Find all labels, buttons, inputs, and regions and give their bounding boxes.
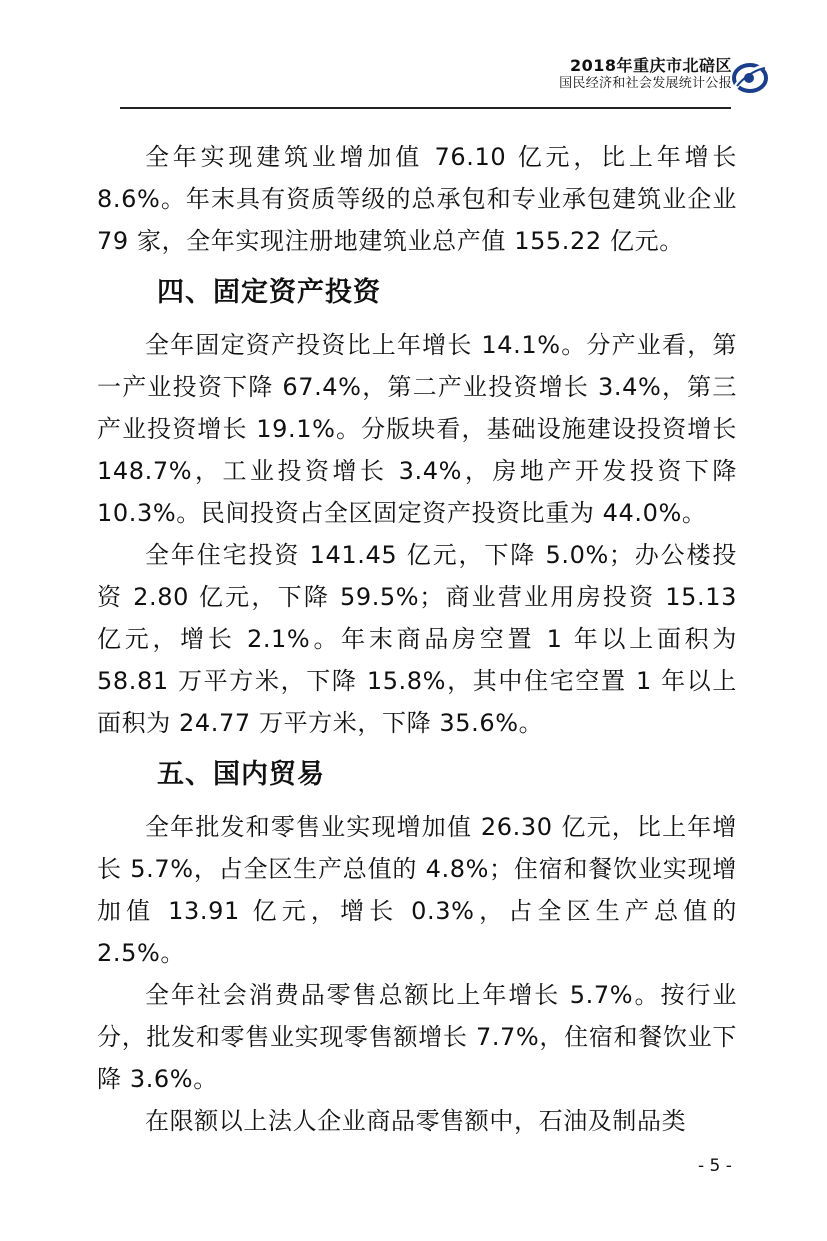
statistics-bureau-logo-icon: [729, 58, 769, 98]
header-title: 2018年重庆市北碚区: [569, 56, 732, 75]
paragraph-trade-1: 全年批发和零售业实现增加值 26.30 亿元，比上年增长 5.7%，占全区生产总值的 4.8%；住宿和餐饮业实现增加值 13.91 亿元，增长 0.3%，占全区生产总值的 2.5%。: [97, 813, 737, 967]
section-heading-investment: 四、固定资产投资: [157, 277, 381, 308]
header-divider: [120, 107, 731, 109]
paragraph-investment-1: 全年固定资产投资比上年增长 14.1%。分产业看，第一产业投资下降 67.4%，第二产业投资增长 3.4%，第三产业投资增长 19.1%。分版块看，基础设施建设投资增长 148.7%，工业投资增长 3.4%，房地产开发投资下降 10.3%。民间投资占全区固定资产投资比重为 44.0%。: [97, 331, 737, 527]
paragraph-construction: 全年实现建筑业增加值 76.10 亿元，比上年增长 8.6%。年末具有资质等级的总承包和专业承包建筑业企业 79 家，全年实现注册地建筑业总产值 155.22 亿元。: [97, 143, 737, 255]
document-body: [97, 136, 737, 1142]
page-number: - 5 -: [698, 1156, 732, 1176]
header-subtitle: 国民经济和社会发展统计公报: [559, 76, 732, 91]
paragraph-investment-2: 全年住宅投资 141.45 亿元，下降 5.0%；办公楼投资 2.80 亿元，下降 59.5%；商业营业用房投资 15.13 亿元，增长 2.1%。年末商品房空置 1 年以上面积为 58.81 万平方米，下降 15.8%，其中住宅空置 1 年以上面积为 24.77 万平方米，下降 35.6%。: [97, 541, 737, 737]
page-header: [559, 56, 732, 92]
paragraph-trade-3: 在限额以上法人企业商品零售额中，石油及制品类: [145, 1107, 687, 1135]
paragraph-trade-2: 全年社会消费品零售总额比上年增长 5.7%。按行业分，批发和零售业实现零售额增长 7.7%，住宿和餐饮业下降 3.6%。: [97, 981, 737, 1093]
section-heading-trade: 五、国内贸易: [157, 759, 325, 790]
